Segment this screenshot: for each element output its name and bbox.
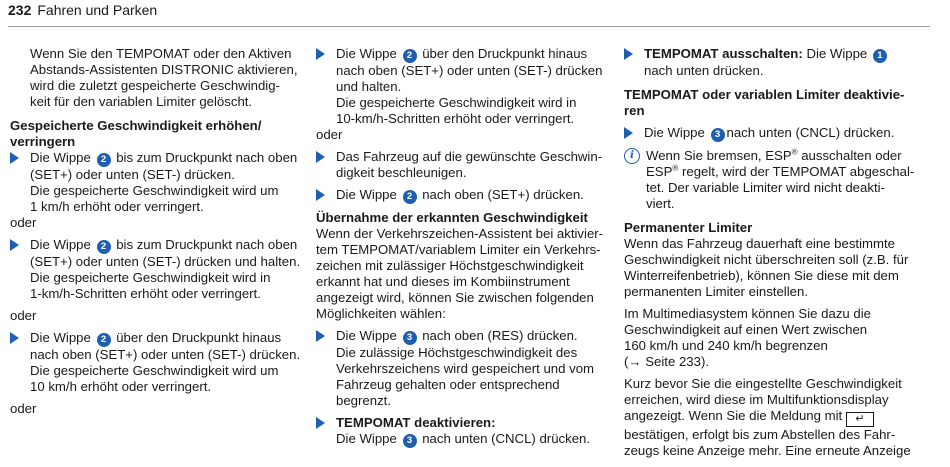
- column-1: [10, 46, 305, 417]
- arrow-icon: [10, 239, 19, 251]
- step-item: Das Fahrzeug auf die gewünschte Geschwin- digkeit beschleunigen.: [316, 149, 606, 181]
- control-3-icon: 3: [403, 331, 417, 345]
- column-2: [316, 46, 606, 448]
- step-item: Die Wippe 2 über den Druckpunkt hinaus nach oben (SET+) oder unten (SET-) drücken und halten. Die gespeicherte Geschwindigkeit wird in 10-km/h-Schritten erhöht oder verringert.: [316, 46, 606, 127]
- page-header: [8, 2, 930, 27]
- multimedia-paragraph: Im Multimediasystem können Sie dazu die Geschwindigkeit auf einen Wert zwischen 160 km/h und 240 km/h begrenzen (→ Seite 233).: [624, 306, 872, 369]
- or-label: oder: [316, 127, 343, 142]
- control-2-icon: 2: [97, 240, 111, 254]
- arrow-icon: [10, 152, 19, 164]
- step-item: Die Wippe 2 über den Druckpunkt hinaus nach oben (SET+) oder unten (SET-) drücken. Die gespeicherte Geschwindigkeit wird um 10 km/h erhöht oder verringert.: [10, 330, 305, 395]
- control-3-icon: 3: [403, 434, 417, 448]
- step-item: Die Wippe 2 bis zum Druckpunkt nach oben (SET+) oder unten (SET-) drücken und halten. Die gespeicherte Geschwindigkeit wird in 1-km/h-Schritten erhöht oder verringert.: [10, 237, 305, 302]
- control-2-icon: 2: [97, 153, 111, 167]
- control-2-icon: 2: [403, 190, 417, 204]
- arrow-icon: [316, 189, 325, 201]
- control-2-icon: 2: [403, 49, 417, 63]
- info-note: i Wenn Sie bremsen, ESP® ausschalten oder ESP® regelt, wird der TEMPOMAT abgeschal- tet. Der variable Limiter wird nicht deakti- viert.: [624, 148, 924, 212]
- step-item: TEMPOMAT deaktivieren: Die Wippe 3 nach unten (CNCL) drücken.: [316, 415, 606, 448]
- heading-permanent-limiter: Permanenter Limiter: [624, 220, 753, 235]
- step-item: TEMPOMAT ausschalten: Die Wippe 1 nach unten drücken.: [624, 46, 924, 79]
- heading-speed-adoption: Übernahme der erkannten Geschwindigkeit: [316, 210, 588, 225]
- display-paragraph: Kurz bevor Sie die eingestellte Geschwindigkeit erreichen, wird diese im Multifunktionsdisplay angezeigt. Wenn Sie die Meldung mit ↵ bestätigen, erfolgt bis zum Abstellen des Fahr- zeugs keine Anzeige mehr. Eine erneute Anzeige: [624, 376, 911, 458]
- heading-speed-adjust: Gespeicherte Geschwindigkeit erhöhen/ verringern: [10, 118, 262, 149]
- control-1-icon: 1: [873, 49, 887, 63]
- adoption-paragraph: Wenn der Verkehrszeichen-Assistent bei aktivier- tem TEMPOMAT/variablem Limiter ein Verkehrs- zeichen mit zulässiger Höchstgeschwindigkeit erkannt hat und dieses im Kombiinstrument angezeigt wird, können Sie zwischen folgenden Möglichkeiten wählen:: [316, 226, 604, 321]
- step-item: Die Wippe 3 nach oben (RES) drücken. Die zulässige Höchstgeschwindigkeit des Verkehrszeichens wird gespeichert und vom Fahrzeug gehalten oder entsprechend begrenzt.: [316, 328, 606, 409]
- section-title: Fahren und Parken: [37, 2, 158, 18]
- back-key-icon: ↵: [846, 412, 874, 427]
- intro-paragraph: Wenn Sie den TEMPOMAT oder den Aktiven Abstands-Assistenten DISTRONIC aktivieren, wird die zuletzt gespeicherte Geschwindig- keit für den variablen Limiter gelöscht.: [30, 46, 298, 109]
- heading-deactivate: TEMPOMAT oder variablen Limiter deaktivie- ren: [624, 87, 905, 118]
- step-item: Die Wippe 2 nach oben (SET+) drücken.: [316, 187, 606, 204]
- arrow-icon: [316, 48, 325, 60]
- or-label: oder: [10, 401, 37, 416]
- step-item: Die Wippe 3 nach unten (CNCL) drücken.: [624, 125, 924, 142]
- or-label: oder: [10, 215, 37, 230]
- arrow-icon: [316, 330, 325, 342]
- arrow-icon: [624, 48, 633, 60]
- arrow-icon: [624, 127, 633, 139]
- step-item: Die Wippe 2 bis zum Druckpunkt nach oben (SET+) oder unten (SET-) drücken. Die gespeicherte Geschwindigkeit wird um 1 km/h erhöht oder verringert.: [10, 150, 305, 215]
- column-3: [624, 46, 924, 459]
- or-label: oder: [10, 308, 37, 323]
- arrow-icon: [10, 332, 19, 344]
- arrow-icon: [316, 151, 325, 163]
- page-number: 232: [8, 2, 32, 18]
- control-3-icon: 3: [711, 128, 725, 142]
- arrow-icon: [316, 417, 325, 429]
- info-icon: i: [624, 148, 640, 164]
- control-2-icon: 2: [97, 333, 111, 347]
- limiter-paragraph: Wenn das Fahrzeug dauerhaft eine bestimmte Geschwindigkeit nicht überschreiten soll (z.B. für Winterreifenbetrieb), können Sie diese mit dem permanenten Limiter einstellen.: [624, 236, 909, 299]
